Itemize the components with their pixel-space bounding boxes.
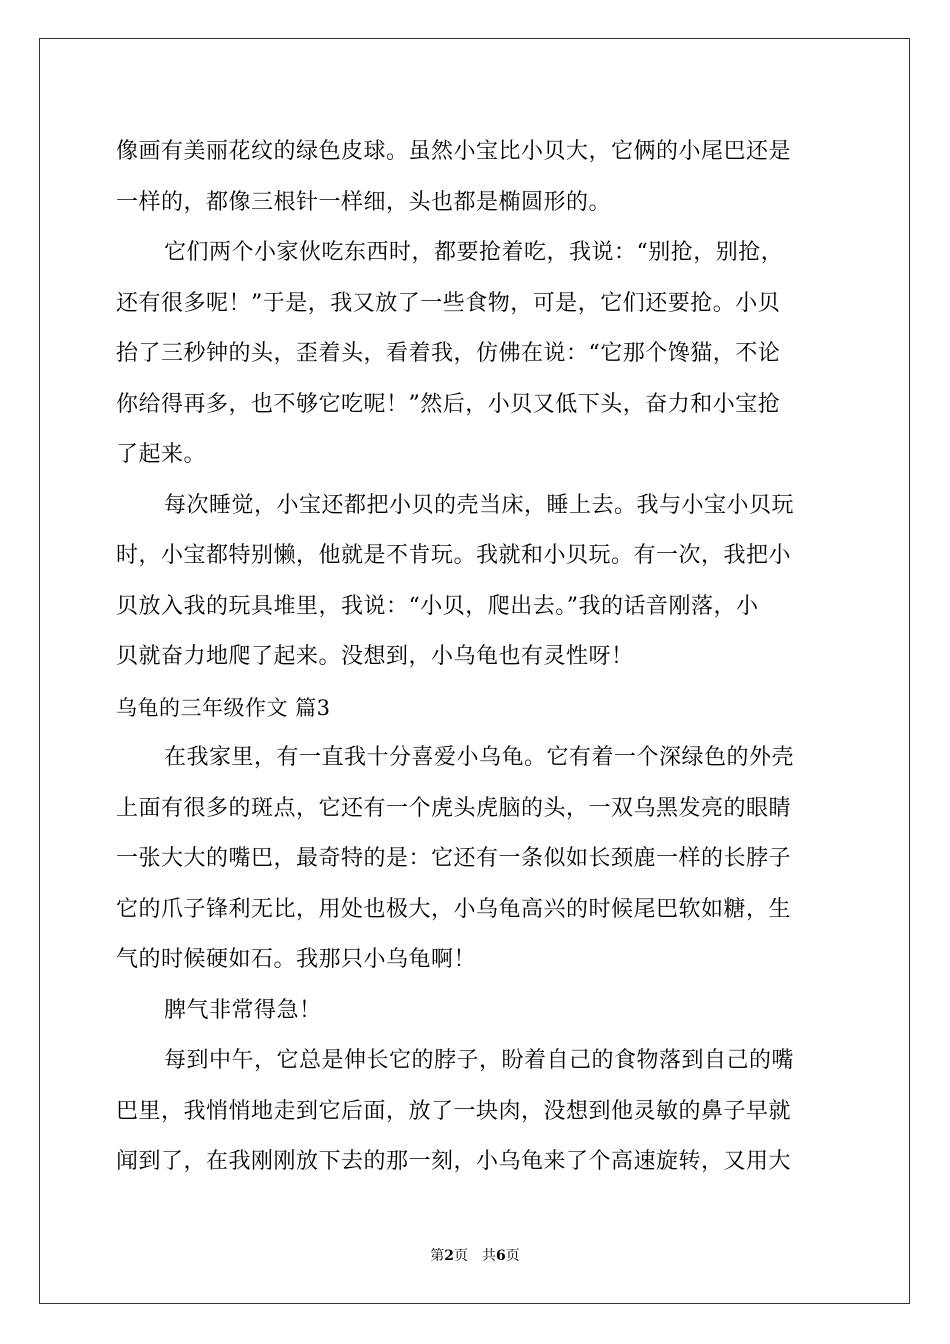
text-line: 脾气非常得急！	[164, 997, 322, 1023]
page-suffix: 页	[454, 1248, 468, 1264]
current-page-number: 2	[444, 1248, 454, 1264]
text-line: 时，小宝都特别懒，他就是不肯玩。我就和小贝玩。有一次，我把小	[116, 543, 792, 568]
document-body	[116, 127, 836, 1188]
text-line: 每到中午，它总是伸长它的脖子，盼着自己的食物落到自己的嘴	[164, 1048, 795, 1073]
text-line: 还有很多呢！”于是，我又放了一些食物，可是，它们还要抢。小贝	[116, 290, 781, 316]
text-line: 贝放入我的玩具堆里，我说：“小贝，爬出去。”我的话音刚落，小	[116, 593, 759, 619]
text-line: 巴里，我悄悄地走到它后面，放了一块肉，没想到他灵敏的鼻子早就	[116, 1098, 792, 1124]
text-line: 它们两个小家伙吃东西时，都要抢着吃，我说：“别抢，别抢，	[164, 240, 784, 265]
text-line: 闻到了，在我刚刚放下去的那一刻，小乌龟来了个高速旋转，又用大	[116, 1149, 792, 1174]
text-line: 上面有很多的斑点，它还有一个虎头虎脑的头，一双乌黑发亮的眼睛	[116, 795, 792, 821]
text-line: 每次睡觉，小宝还都把小贝的壳当床，睡上去。我与小宝小贝玩	[164, 492, 795, 518]
text-line: 你给得再多，也不够它吃呢！”然后，小贝又低下头，奋力和小宝抢	[116, 391, 781, 417]
section-heading: 乌龟的三年级作文 篇3	[116, 695, 331, 720]
page-prefix: 第	[430, 1248, 445, 1264]
text-line: 抬了三秒钟的头，歪着头，看着我，仿佛在说：“它那个馋猫，不论	[116, 341, 781, 366]
text-line: 在我家里，有一直我十分喜爱小乌龟。它有着一个深绿色的外壳	[164, 745, 795, 770]
text-line: 像画有美丽花纹的绿色皮球。虽然小宝比小贝大，它俩的小尾巴还是	[116, 139, 792, 164]
text-line: 了起来。	[116, 442, 207, 467]
text-line: 贝就奋力地爬了起来。没想到，小乌龟也有灵性呀！	[116, 644, 634, 669]
total-page-number: 6	[496, 1248, 506, 1264]
text-line: 一张大大的嘴巴，最奇特的是：它还有一条似如长颈鹿一样的长脖子	[116, 846, 792, 871]
text-line: 一样的，都像三根针一样细，头也都是椭圆形的。	[116, 189, 612, 215]
total-prefix: 共	[482, 1248, 496, 1264]
text-line: 它的爪子锋利无比，用处也极大，小乌龟高兴的时候尾巴软如糖，生	[116, 896, 792, 922]
page-footer	[0, 1246, 950, 1266]
total-suffix: 页	[505, 1248, 520, 1264]
text-line: 气的时候硬如石。我那只小乌龟啊！	[116, 947, 477, 972]
